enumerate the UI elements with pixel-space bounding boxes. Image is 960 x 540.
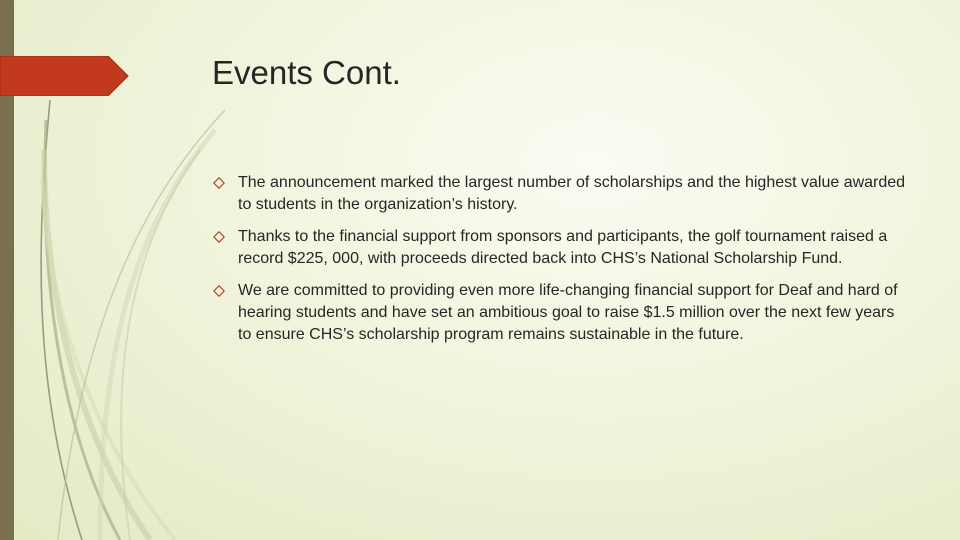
- bullet-item: [212, 226, 912, 270]
- slide-title: Events Cont.: [212, 54, 401, 91]
- bullet-text: Thanks to the financial support from sponsors and participants, the golf tournament raised a record $225, 000, with proceeds directed back into CHS’s National Scholarship Fund.: [238, 228, 888, 267]
- bullet-text: The announcement marked the largest number of scholarships and the highest value awarded to students in the organization’s history.: [238, 174, 906, 213]
- bullet-text: We are committed to providing even more life-changing financial support for Deaf and hard of hearing students and have set an ambitious goal to raise $1.5 million over the next few years to ensure CHS’s scholarship program remains sustainable in the future.: [238, 282, 898, 343]
- title-accent-tab: [0, 56, 130, 96]
- bullet-item: [212, 172, 912, 216]
- bullet-item: [212, 280, 912, 346]
- diamond-outline-icon: [213, 177, 225, 189]
- bullet-list: [212, 172, 912, 356]
- diamond-outline-icon: [213, 231, 225, 243]
- diamond-outline-icon: [213, 285, 225, 297]
